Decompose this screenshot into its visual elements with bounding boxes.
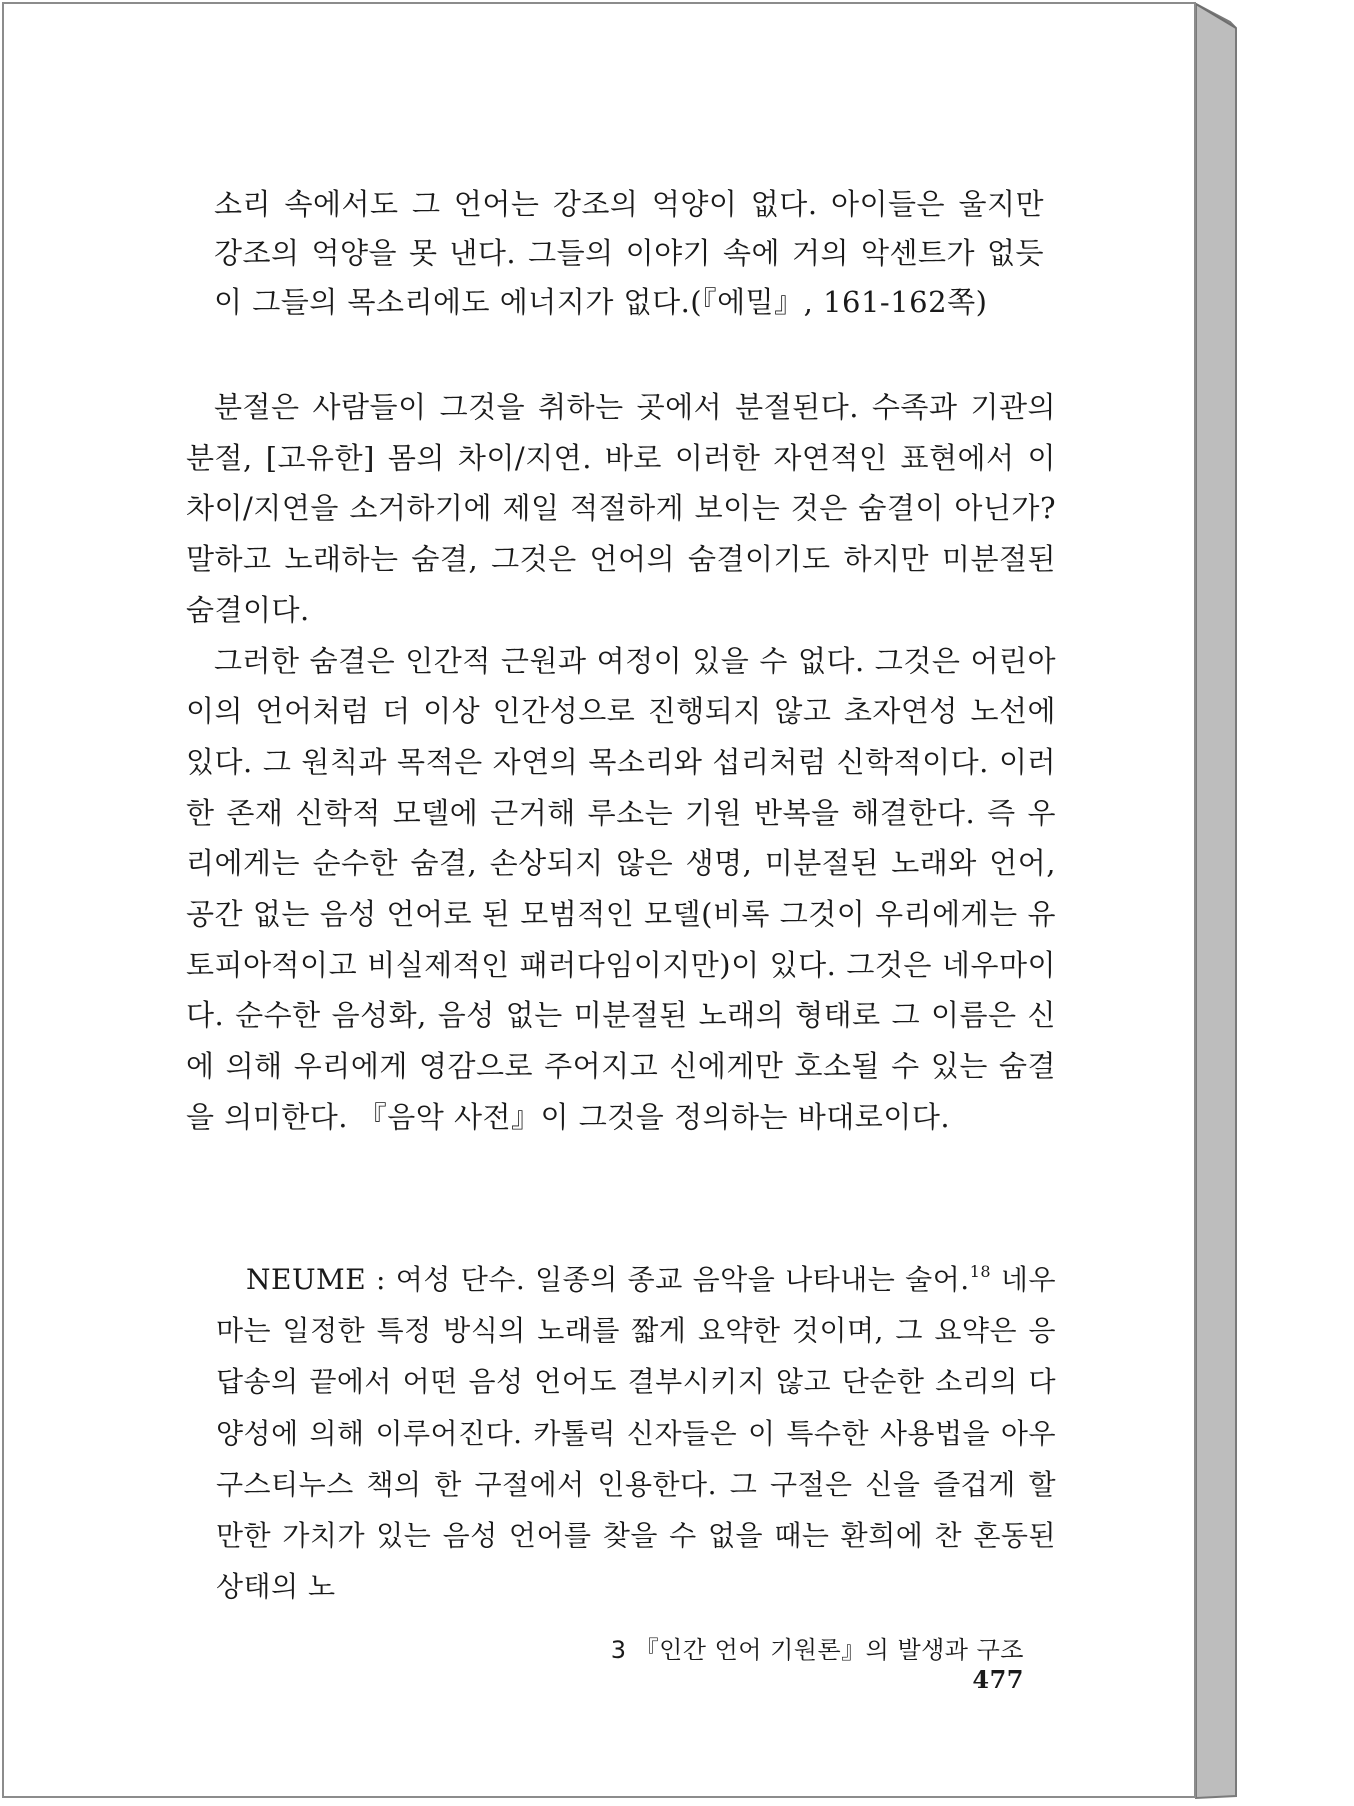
block-quote [214,180,1044,327]
paragraph-2: 그러한 숨결은 인간적 근원과 여정이 있을 수 없다. 그것은 어린아이의 언어처럼 더 이상 인간성으로 진행되지 않고 초자연성 노선에 있다. 그 원칙과 목적은 자연의 목소리와 섭리처럼 신학적이다. 이러한 존재 신학적 모델에 근거해 루소는 기원 반복을 해결한다. 즉 우리에게는 순수한 숨결, 손상되지 않은 생명, 미분절된 노래와 언어, 공간 없는 음성 언어로 된 모범적인 모델(비록 그것이 우리에게는 유토피아적이고 비실제적인 패러다임이지만)이 있다. 그것은 네우마이다. 순수한 음성화, 음성 없는 미분절된 노래의 형태로 그 이름은 신에 의해 우리에게 영감으로 주어지고 신에게만 호소될 수 있는 숨결을 의미한다. 『음악 사전』이 그것을 정의하는 바대로이다. [186,643,1056,1134]
running-head: 3 『인간 언어 기원론』의 발생과 구조 [610,1636,1024,1664]
paragraph-1: 분절은 사람들이 그것을 취하는 곳에서 분절된다. 수족과 기관의 분절, [고유한] 몸의 차이/지연. 바로 이러한 자연적인 표현에서 이 차이/지연을 소거하기에 제일 적절하게 보이는 것은 숨결이 아닌가? 말하고 노래하는 숨결, 그것은 언어의 숨결이기도 하지만 미분절된 숨결이다. [186,390,1056,627]
quote-text: 소리 속에서도 그 언어는 강조의 억양이 없다. 아이들은 울지만 강조의 억양을 못 낸다. 그들의 이야기 속에 거의 악센트가 없듯이 그들의 목소리에도 에너지가 없다.(『에밀』, 161-162쪽) [214,187,1044,319]
page-number: 477 [972,1665,1024,1694]
page-footer [564,1630,1024,1694]
neume-paragraph [216,1254,1056,1612]
neume-rest: 네우마는 일정한 특정 방식의 노래를 짧게 요약한 것이며, 그 요약은 응답송의 끝에서 어떤 음성 언어도 결부시키지 않고 단순한 소리의 다양성에 의해 이루어진다. 카톨릭 신자들은 이 특수한 사용법을 아우구스티누스 책의 한 구절에서 인용한다. 그 구절은 신을 즐겁게 할 만한 가치가 있는 음성 언어를 찾을 수 없을 때는 환희에 찬 혼동된 상태의 노 [216,1263,1057,1604]
book-page [2,2,1196,1798]
neume-definition [216,1254,1056,1612]
footnote-marker: 18 [969,1262,992,1281]
main-body [186,382,1056,1143]
neume-lead: NEUME : 여성 단수. 일종의 종교 음악을 나타내는 술어. [246,1263,970,1296]
